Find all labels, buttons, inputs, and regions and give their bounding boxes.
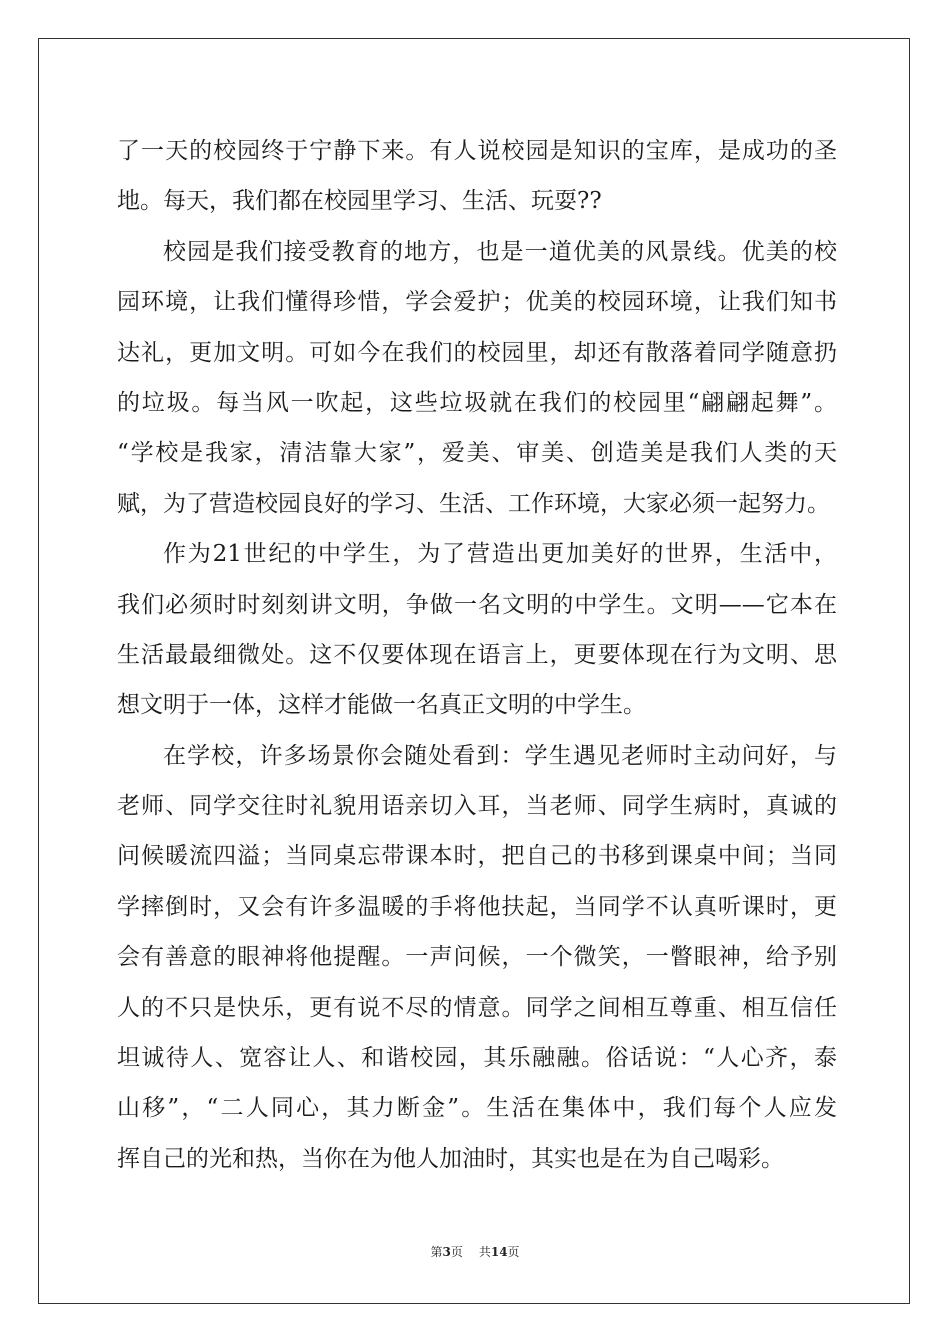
- paragraph-start-line: 作为21世纪的中学生，为了营造出更加美好的世界，生活中，: [163, 541, 837, 568]
- text-line: 人的不只是快乐，更有说不尽的情意。同学之间相互尊重、相互信任: [117, 994, 837, 1021]
- page-prefix: 第: [430, 1245, 443, 1259]
- total-suffix: 页: [507, 1245, 520, 1259]
- text-line: “学校是我家，清洁靠大家”，爱美、审美、创造美是我们人类的天: [117, 440, 837, 467]
- paragraph-start-line: 在学校，许多场景你会随处看到：学生遇见老师时主动问好，与: [163, 742, 837, 769]
- total-pages: 14: [490, 1245, 508, 1259]
- text-line: 的垃圾。每当风一吹起，这些垃圾就在我们的校园里“翩翩起舞”。: [117, 389, 837, 416]
- text-line: 学摔倒时，又会有许多温暖的手将他扶起，当同学不认真听课时，更: [117, 893, 837, 920]
- page-number: 3: [442, 1245, 451, 1259]
- text-line: 山移”，“二人同心，其力断金”。生活在集体中，我们每个人应发: [117, 1095, 837, 1122]
- text-line: 园环境，让我们懂得珍惜，学会爱护；优美的校园环境，让我们知书: [117, 289, 837, 316]
- text-line: 老师、同学交往时礼貌用语亲切入耳，当老师、同学生病时，真诚的: [117, 793, 837, 820]
- total-prefix: 共: [478, 1245, 491, 1259]
- document-body: [117, 126, 837, 1184]
- text-line: 达礼，更加文明。可如今在我们的校园里，却还有散落着同学随意扔: [117, 339, 837, 366]
- text-line: 赋，为了营造校园良好的学习、生活、工作环境，大家必须一起努力。: [117, 490, 830, 517]
- text-line: 挥自己的光和热，当你在为他人加油时，其实也是在为自己喝彩。: [117, 1145, 784, 1172]
- text-line: 生活最最细微处。这不仅要体现在语言上，更要体现在行为文明、思: [117, 641, 837, 668]
- text-line: 我们必须时时刻刻讲文明，争做一名文明的中学生。文明——它本在: [117, 591, 837, 618]
- text-line: 坦诚待人、宽容让人、和谐校园，其乐融融。俗话说：“人心齐，泰: [117, 1045, 837, 1072]
- text-line: 了一天的校园终于宁静下来。有人说校园是知识的宝库，是成功的圣: [117, 138, 837, 164]
- page-suffix: 页: [450, 1245, 463, 1259]
- text-line: 会有善意的眼神将他提醒。一声问候，一个微笑，一瞥眼神，给予别: [117, 944, 837, 971]
- text-line: 地。每天，我们都在校园里学习、生活、玩耍??: [117, 188, 602, 215]
- text-line: 问候暖流四溢；当同桌忘带课本时，把自己的书移到课桌中间；当同: [117, 843, 837, 870]
- text-line: 想文明于一体，这样才能做一名真正文明的中学生。: [117, 692, 646, 719]
- paragraph-start-line: 校园是我们接受教育的地方，也是一道优美的风景线。优美的校: [163, 238, 837, 265]
- page-footer: [0, 1243, 950, 1260]
